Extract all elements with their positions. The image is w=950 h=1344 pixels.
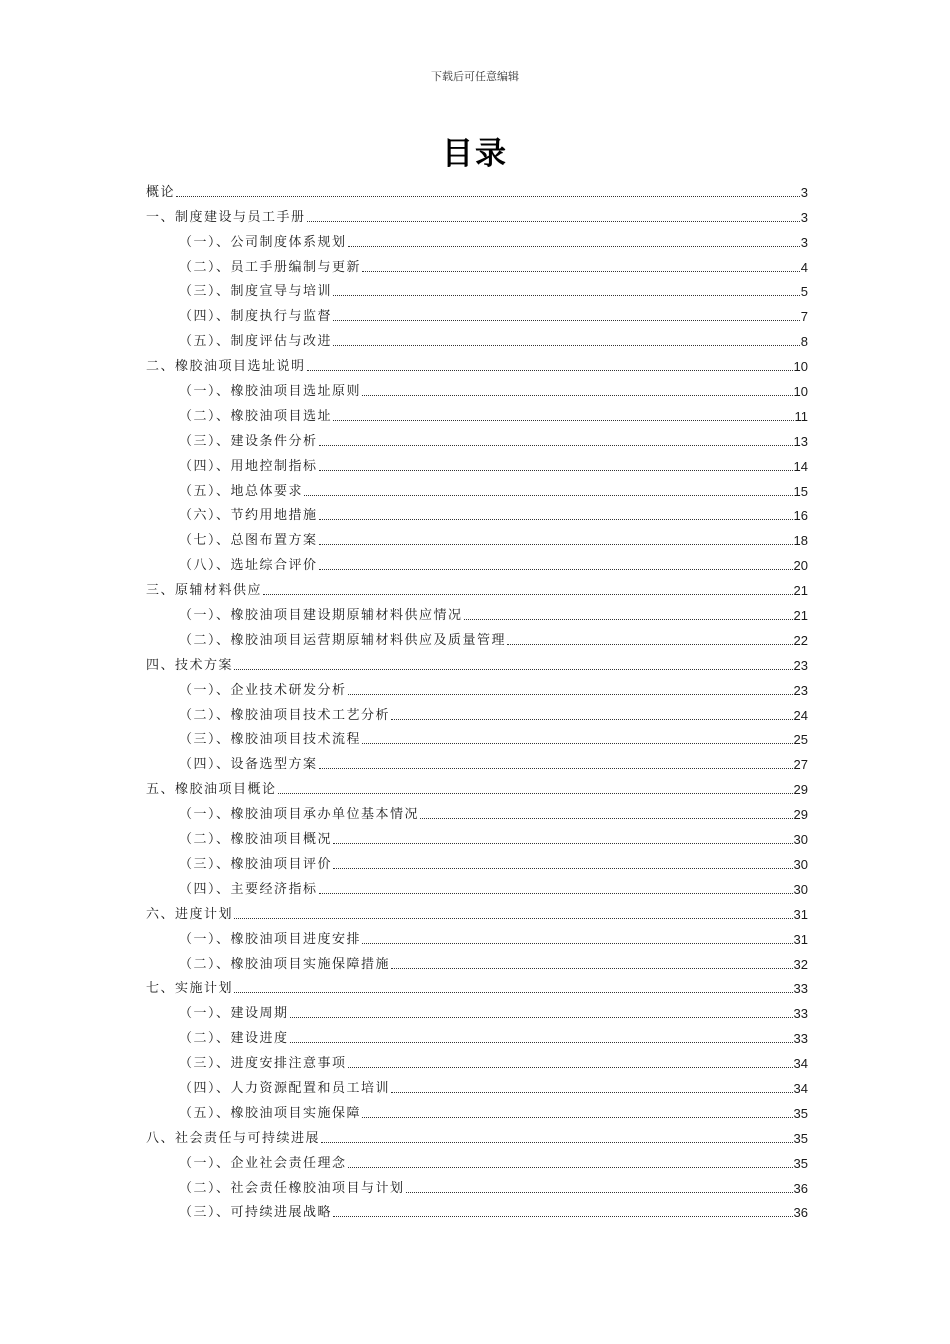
toc-entry-label: （三）、橡胶油项目评价 <box>179 856 333 872</box>
toc-dot-leader <box>333 320 800 321</box>
toc-dot-leader <box>391 968 793 969</box>
toc-subsection-entry[interactable] <box>146 325 808 350</box>
toc-entry-label: （七）、总图布置方案 <box>179 533 318 549</box>
toc-subsection-entry[interactable] <box>146 599 808 624</box>
page-title: 目录 <box>442 136 508 172</box>
toc-entry-label: （一）、橡胶油项目承办单位基本情况 <box>179 807 420 823</box>
toc-subsection-entry[interactable] <box>146 823 808 848</box>
toc-entry-label: （三）、制度宣导与培训 <box>179 284 333 300</box>
toc-dot-leader <box>464 619 793 620</box>
toc-page-number: 3 <box>800 209 808 225</box>
toc-dot-leader <box>319 893 793 894</box>
table-of-contents <box>146 176 808 1221</box>
toc-dot-leader <box>321 1142 793 1143</box>
toc-entry-label: 四、技术方案 <box>146 657 234 673</box>
toc-dot-leader <box>362 743 793 744</box>
toc-page-number: 33 <box>793 1031 808 1047</box>
toc-dot-leader <box>333 843 793 844</box>
toc-dot-leader <box>391 1092 793 1093</box>
toc-dot-leader <box>319 544 793 545</box>
toc-subsection-entry[interactable] <box>146 997 808 1022</box>
toc-subsection-entry[interactable] <box>146 400 808 425</box>
toc-page-number: 24 <box>793 707 808 723</box>
toc-dot-leader <box>304 495 793 496</box>
toc-subsection-entry[interactable] <box>146 624 808 649</box>
toc-dot-leader <box>307 221 800 222</box>
toc-section-entry[interactable] <box>146 201 808 226</box>
toc-page-number: 34 <box>793 1056 808 1072</box>
toc-page-number: 34 <box>793 1080 808 1096</box>
toc-dot-leader <box>362 1117 793 1118</box>
toc-page-number: 16 <box>793 508 808 524</box>
toc-dot-leader <box>333 295 800 296</box>
toc-dot-leader <box>234 669 793 670</box>
toc-page-number: 35 <box>793 1130 808 1146</box>
toc-page-number: 31 <box>793 906 808 922</box>
toc-entry-label: （一）、企业社会责任理念 <box>179 1155 347 1171</box>
toc-subsection-entry[interactable] <box>146 674 808 699</box>
toc-dot-leader <box>263 594 793 595</box>
toc-subsection-entry[interactable] <box>146 1097 808 1122</box>
toc-dot-leader <box>319 569 793 570</box>
toc-subsection-entry[interactable] <box>146 699 808 724</box>
toc-entry-label: （四）、用地控制指标 <box>179 458 318 474</box>
toc-page-number: 8 <box>800 334 808 350</box>
toc-page-number: 3 <box>800 234 808 250</box>
toc-subsection-entry[interactable] <box>146 549 808 574</box>
toc-page-number: 18 <box>793 533 808 549</box>
toc-entry-label: （三）、建设条件分析 <box>179 433 318 449</box>
toc-entry-label: （三）、橡胶油项目技术流程 <box>179 732 362 748</box>
toc-dot-leader <box>290 1017 793 1018</box>
toc-dot-leader <box>319 519 793 520</box>
toc-subsection-entry[interactable] <box>146 251 808 276</box>
toc-dot-leader <box>362 271 800 272</box>
toc-page-number: 36 <box>793 1205 808 1221</box>
toc-entry-label: （五）、橡胶油项目实施保障 <box>179 1105 362 1121</box>
toc-page-number: 21 <box>793 583 808 599</box>
toc-dot-leader <box>234 992 793 993</box>
toc-entry-label: （二）、橡胶油项目实施保障措施 <box>179 956 391 972</box>
toc-dot-leader <box>333 1216 793 1217</box>
toc-entry-label: （五）、制度评估与改进 <box>179 334 333 350</box>
toc-subsection-entry[interactable] <box>146 948 808 973</box>
toc-entry-label: （四）、主要经济指标 <box>179 881 318 897</box>
toc-entry-label: （二）、橡胶油项目技术工艺分析 <box>179 707 391 723</box>
toc-page-number: 30 <box>793 832 808 848</box>
toc-entry-label: 六、进度计划 <box>146 906 234 922</box>
toc-page-number: 23 <box>793 682 808 698</box>
toc-page-number: 14 <box>793 458 808 474</box>
toc-page-number: 3 <box>800 184 808 200</box>
toc-subsection-entry[interactable] <box>146 748 808 773</box>
toc-entry-label: 一、制度建设与员工手册 <box>146 209 306 225</box>
toc-section-entry[interactable] <box>146 773 808 798</box>
toc-entry-label: （一）、橡胶油项目建设期原辅材料供应情况 <box>179 608 463 624</box>
toc-entry-label: （一）、企业技术研发分析 <box>179 682 347 698</box>
toc-entry-label: 三、原辅材料供应 <box>146 583 263 599</box>
toc-dot-leader <box>348 246 800 247</box>
toc-page-number: 13 <box>793 433 808 449</box>
toc-subsection-entry[interactable] <box>146 1022 808 1047</box>
toc-entry-label: （二）、建设进度 <box>179 1031 289 1047</box>
toc-section-entry[interactable] <box>146 973 808 998</box>
toc-subsection-entry[interactable] <box>146 475 808 500</box>
toc-entry-label: （八）、选址综合评价 <box>179 558 318 574</box>
toc-dot-leader <box>319 470 793 471</box>
toc-entry-label: （三）、进度安排注意事项 <box>179 1056 347 1072</box>
toc-entry-label: （一）、建设周期 <box>179 1006 289 1022</box>
toc-section-entry[interactable] <box>146 898 808 923</box>
toc-entry-label: （六）、节约用地措施 <box>179 508 318 524</box>
toc-dot-leader <box>333 420 793 421</box>
toc-page-number: 5 <box>800 284 808 300</box>
toc-entry-label: （一）、橡胶油项目进度安排 <box>179 931 362 947</box>
toc-page-number: 33 <box>793 1006 808 1022</box>
toc-dot-leader <box>348 1067 793 1068</box>
toc-entry-label: （一）、公司制度体系规划 <box>179 234 347 250</box>
toc-page-number: 29 <box>793 807 808 823</box>
toc-dot-leader <box>176 196 800 197</box>
toc-entry-label: 概论 <box>146 184 176 200</box>
toc-entry-label: （二）、橡胶油项目选址 <box>179 408 333 424</box>
toc-subsection-entry[interactable] <box>146 276 808 301</box>
toc-subsection-entry[interactable] <box>146 450 808 475</box>
toc-subsection-entry[interactable] <box>146 923 808 948</box>
toc-dot-leader <box>333 345 800 346</box>
toc-section-entry[interactable] <box>146 350 808 375</box>
toc-section-entry[interactable] <box>146 649 808 674</box>
toc-dot-leader <box>333 868 793 869</box>
header-note: 下载后可任意编辑 <box>431 70 519 83</box>
toc-entry-label: （四）、制度执行与监督 <box>179 309 333 325</box>
toc-entry-label: 二、橡胶油项目选址说明 <box>146 359 306 375</box>
toc-dot-leader <box>319 445 793 446</box>
toc-dot-leader <box>391 719 793 720</box>
toc-entry-label: （一）、橡胶油项目选址原则 <box>179 384 362 400</box>
toc-dot-leader <box>319 768 793 769</box>
toc-entry-label: （二）、橡胶油项目运营期原辅材料供应及质量管理 <box>179 632 507 648</box>
toc-subsection-entry[interactable] <box>146 1172 808 1197</box>
toc-dot-leader <box>507 644 793 645</box>
toc-subsection-entry[interactable] <box>146 226 808 251</box>
toc-subsection-entry[interactable] <box>146 500 808 525</box>
toc-subsection-entry[interactable] <box>146 1047 808 1072</box>
toc-entry-label: 七、实施计划 <box>146 981 234 997</box>
toc-dot-leader <box>348 1167 793 1168</box>
toc-entry-label: （五）、地总体要求 <box>179 483 304 499</box>
toc-subsection-entry[interactable] <box>146 1072 808 1097</box>
toc-dot-leader <box>290 1042 793 1043</box>
toc-entry-label: （二）、橡胶油项目概况 <box>179 832 333 848</box>
toc-subsection-entry[interactable] <box>146 300 808 325</box>
toc-page-number: 10 <box>793 359 808 375</box>
toc-subsection-entry[interactable] <box>146 848 808 873</box>
toc-subsection-entry[interactable] <box>146 724 808 749</box>
toc-subsection-entry[interactable] <box>146 873 808 898</box>
toc-page-number: 36 <box>793 1180 808 1196</box>
toc-dot-leader <box>278 793 793 794</box>
toc-page-number: 32 <box>793 956 808 972</box>
toc-page-number: 7 <box>800 309 808 325</box>
toc-section-entry[interactable] <box>146 574 808 599</box>
toc-page-number: 35 <box>793 1105 808 1121</box>
toc-section-entry[interactable] <box>146 1122 808 1147</box>
toc-page-number: 25 <box>793 732 808 748</box>
toc-section-entry[interactable] <box>146 176 808 201</box>
toc-page-number: 15 <box>793 483 808 499</box>
toc-entry-label: （四）、设备选型方案 <box>179 757 318 773</box>
toc-entry-label: （四）、人力资源配置和员工培训 <box>179 1080 391 1096</box>
toc-page-number: 20 <box>793 558 808 574</box>
toc-dot-leader <box>307 370 793 371</box>
toc-subsection-entry[interactable] <box>146 425 808 450</box>
toc-page-number: 22 <box>793 632 808 648</box>
toc-dot-leader <box>362 943 793 944</box>
toc-entry-label: 五、橡胶油项目概论 <box>146 782 277 798</box>
toc-page-number: 31 <box>793 931 808 947</box>
toc-page-number: 29 <box>793 782 808 798</box>
toc-page-number: 30 <box>793 856 808 872</box>
toc-entry-label: （三）、可持续进展战略 <box>179 1205 333 1221</box>
toc-page-number: 11 <box>794 408 808 424</box>
toc-page-number: 23 <box>793 657 808 673</box>
toc-subsection-entry[interactable] <box>146 1197 808 1222</box>
toc-page-number: 35 <box>793 1155 808 1171</box>
toc-subsection-entry[interactable] <box>146 1147 808 1172</box>
toc-page-number: 33 <box>793 981 808 997</box>
toc-subsection-entry[interactable] <box>146 375 808 400</box>
toc-dot-leader <box>348 694 793 695</box>
toc-dot-leader <box>234 918 793 919</box>
toc-page-number: 21 <box>793 608 808 624</box>
toc-dot-leader <box>406 1192 793 1193</box>
toc-entry-label: 八、社会责任与可持续进展 <box>146 1130 321 1146</box>
toc-page-number: 27 <box>793 757 808 773</box>
toc-entry-label: （二）、社会责任橡胶油项目与计划 <box>179 1180 405 1196</box>
toc-page-number: 4 <box>800 259 808 275</box>
toc-entry-label: （二）、员工手册编制与更新 <box>179 259 362 275</box>
toc-subsection-entry[interactable] <box>146 524 808 549</box>
toc-page-number: 30 <box>793 881 808 897</box>
toc-page-number: 10 <box>793 384 808 400</box>
toc-subsection-entry[interactable] <box>146 798 808 823</box>
toc-dot-leader <box>420 818 793 819</box>
toc-dot-leader <box>362 395 793 396</box>
